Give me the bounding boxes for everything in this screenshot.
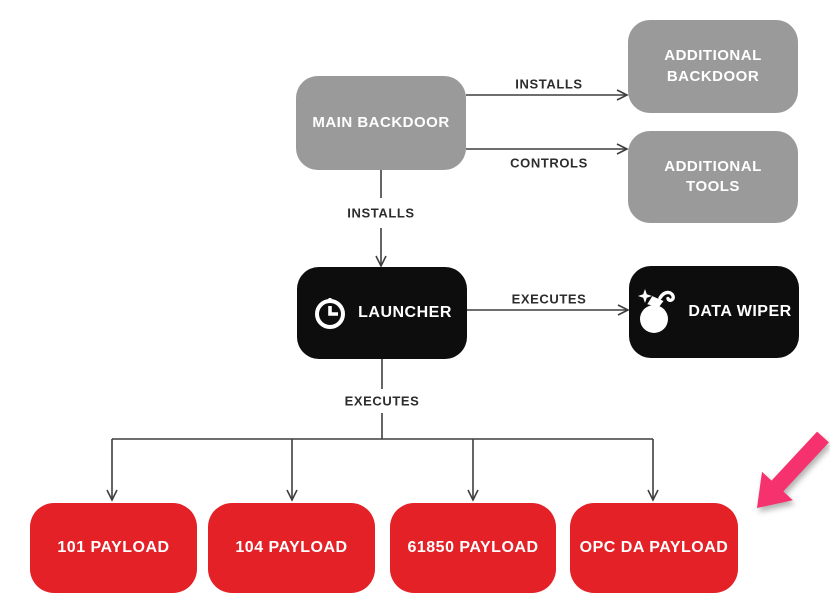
node-label: 101 PAYLOAD [57, 539, 170, 557]
bomb-icon [636, 289, 678, 335]
highlight-arrow [740, 420, 830, 525]
edge-label-executes-data-wiper: EXECUTES [511, 291, 587, 307]
node-label: MAIN BACKDOOR [312, 113, 450, 131]
node-data-wiper [629, 266, 799, 358]
node-label: 61850 PAYLOAD [407, 539, 539, 557]
node-label: LAUNCHER [358, 304, 452, 322]
node-label: ADDITIONAL BACKDOOR [664, 47, 762, 85]
node-label: DATA WIPER [688, 303, 792, 321]
node-label: 104 PAYLOAD [235, 539, 348, 557]
node-payload-61850 [390, 503, 556, 593]
node-payload-101 [30, 503, 197, 593]
clock-icon [312, 295, 348, 331]
edge-label-controls-additional-tools: CONTROLS [510, 155, 588, 171]
node-label: ADDITIONAL TOOLS [664, 157, 762, 195]
node-additional-backdoor [628, 20, 798, 113]
node-main-backdoor [296, 76, 466, 170]
node-payload-104 [208, 503, 375, 593]
node-launcher [297, 267, 467, 359]
edge-label-installs-additional-backdoor: INSTALLS [515, 76, 583, 92]
node-additional-tools [628, 131, 798, 223]
node-payload-opc-da [570, 503, 738, 593]
edge-label-installs-launcher: INSTALLS [347, 205, 415, 221]
edge-label-executes-payloads: EXECUTES [344, 393, 420, 409]
node-label: OPC DA PAYLOAD [579, 539, 729, 557]
